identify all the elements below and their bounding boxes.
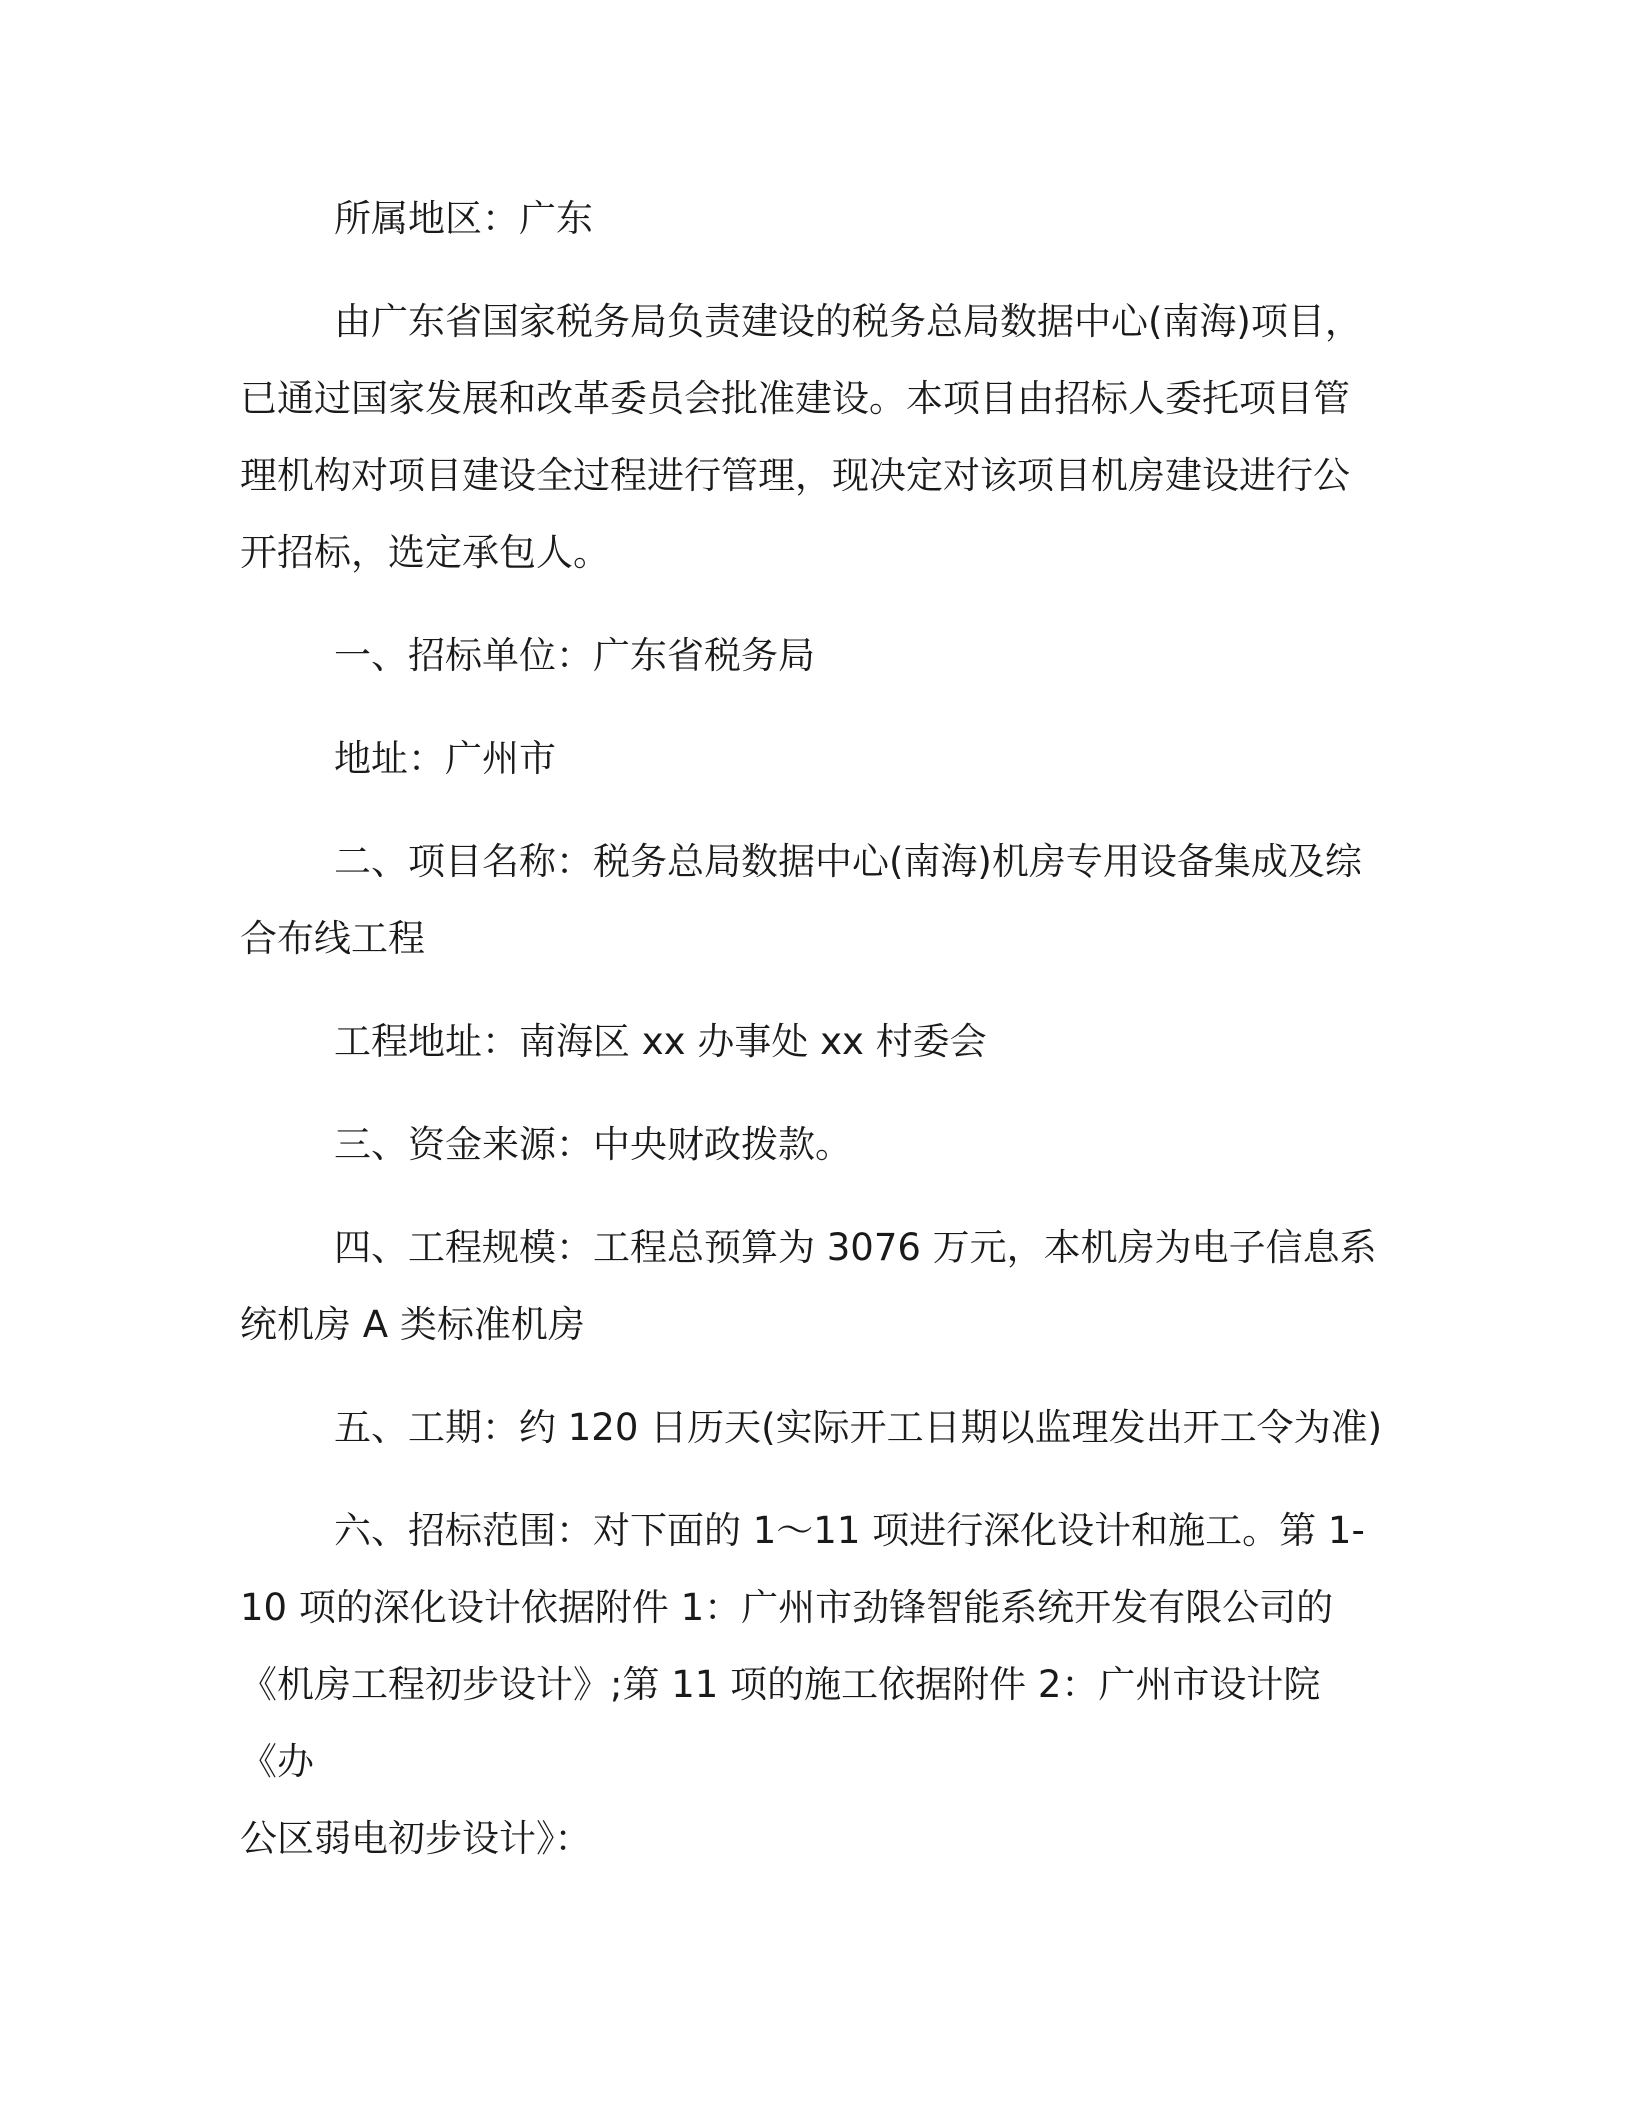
scope-line-3: 《机房工程初步设计》;第 11 项的施工依据附件 2：广州市设计院《办 [240,1663,1321,1783]
scale-line-2: 统机房 A 类标准机房 [240,1303,585,1346]
paragraph-funding [240,1106,1390,1183]
scope-line-4: 公区弱电初步设计》： [240,1817,592,1860]
address-line: 地址：广州市 [334,737,556,780]
funding-line: 三、资金来源：中央财政拨款。 [334,1123,852,1166]
region-line: 所属地区：广东 [334,197,593,240]
paragraph-address [240,720,1390,797]
paragraph-tender-unit [240,617,1390,694]
paragraph-scope [240,1492,1390,1877]
paragraph-scale [240,1209,1390,1363]
scope-line-1: 六、招标范围：对下面的 1～11 项进行深化设计和施工。第 1- [334,1509,1365,1552]
document-body [240,180,1390,1877]
paragraph-site-address [240,1003,1390,1080]
intro-line-1: 由广东省国家税务局负责建设的税务总局数据中心(南海)项目， [334,300,1362,343]
tender-unit-line: 一、招标单位：广东省税务局 [334,634,815,677]
paragraph-duration [240,1389,1390,1466]
scope-line-2: 10 项的深化设计依据附件 1：广州市劲锋智能系统开发有限公司的 [240,1586,1334,1629]
paragraph-project-name [240,823,1390,977]
project-name-line-2: 合布线工程 [240,917,425,960]
paragraph-region [240,180,1390,257]
duration-line: 五、工期：约 120 日历天(实际开工日期以监理发出开工令为准) [334,1406,1383,1449]
intro-line-2: 已通过国家发展和改革委员会批准建设。本项目由招标人委托项目管 [240,377,1350,420]
paragraph-intro [240,283,1390,591]
project-name-line-1: 二、项目名称：税务总局数据中心(南海)机房专用设备集成及综 [334,840,1362,883]
intro-line-3: 理机构对项目建设全过程进行管理，现决定对该项目机房建设进行公 [240,454,1350,497]
intro-line-4: 开招标，选定承包人。 [240,531,610,574]
site-address-line: 工程地址：南海区 xx 办事处 xx 村委会 [334,1020,987,1063]
scale-line-1: 四、工程规模：工程总预算为 3076 万元，本机房为电子信息系 [334,1226,1377,1269]
